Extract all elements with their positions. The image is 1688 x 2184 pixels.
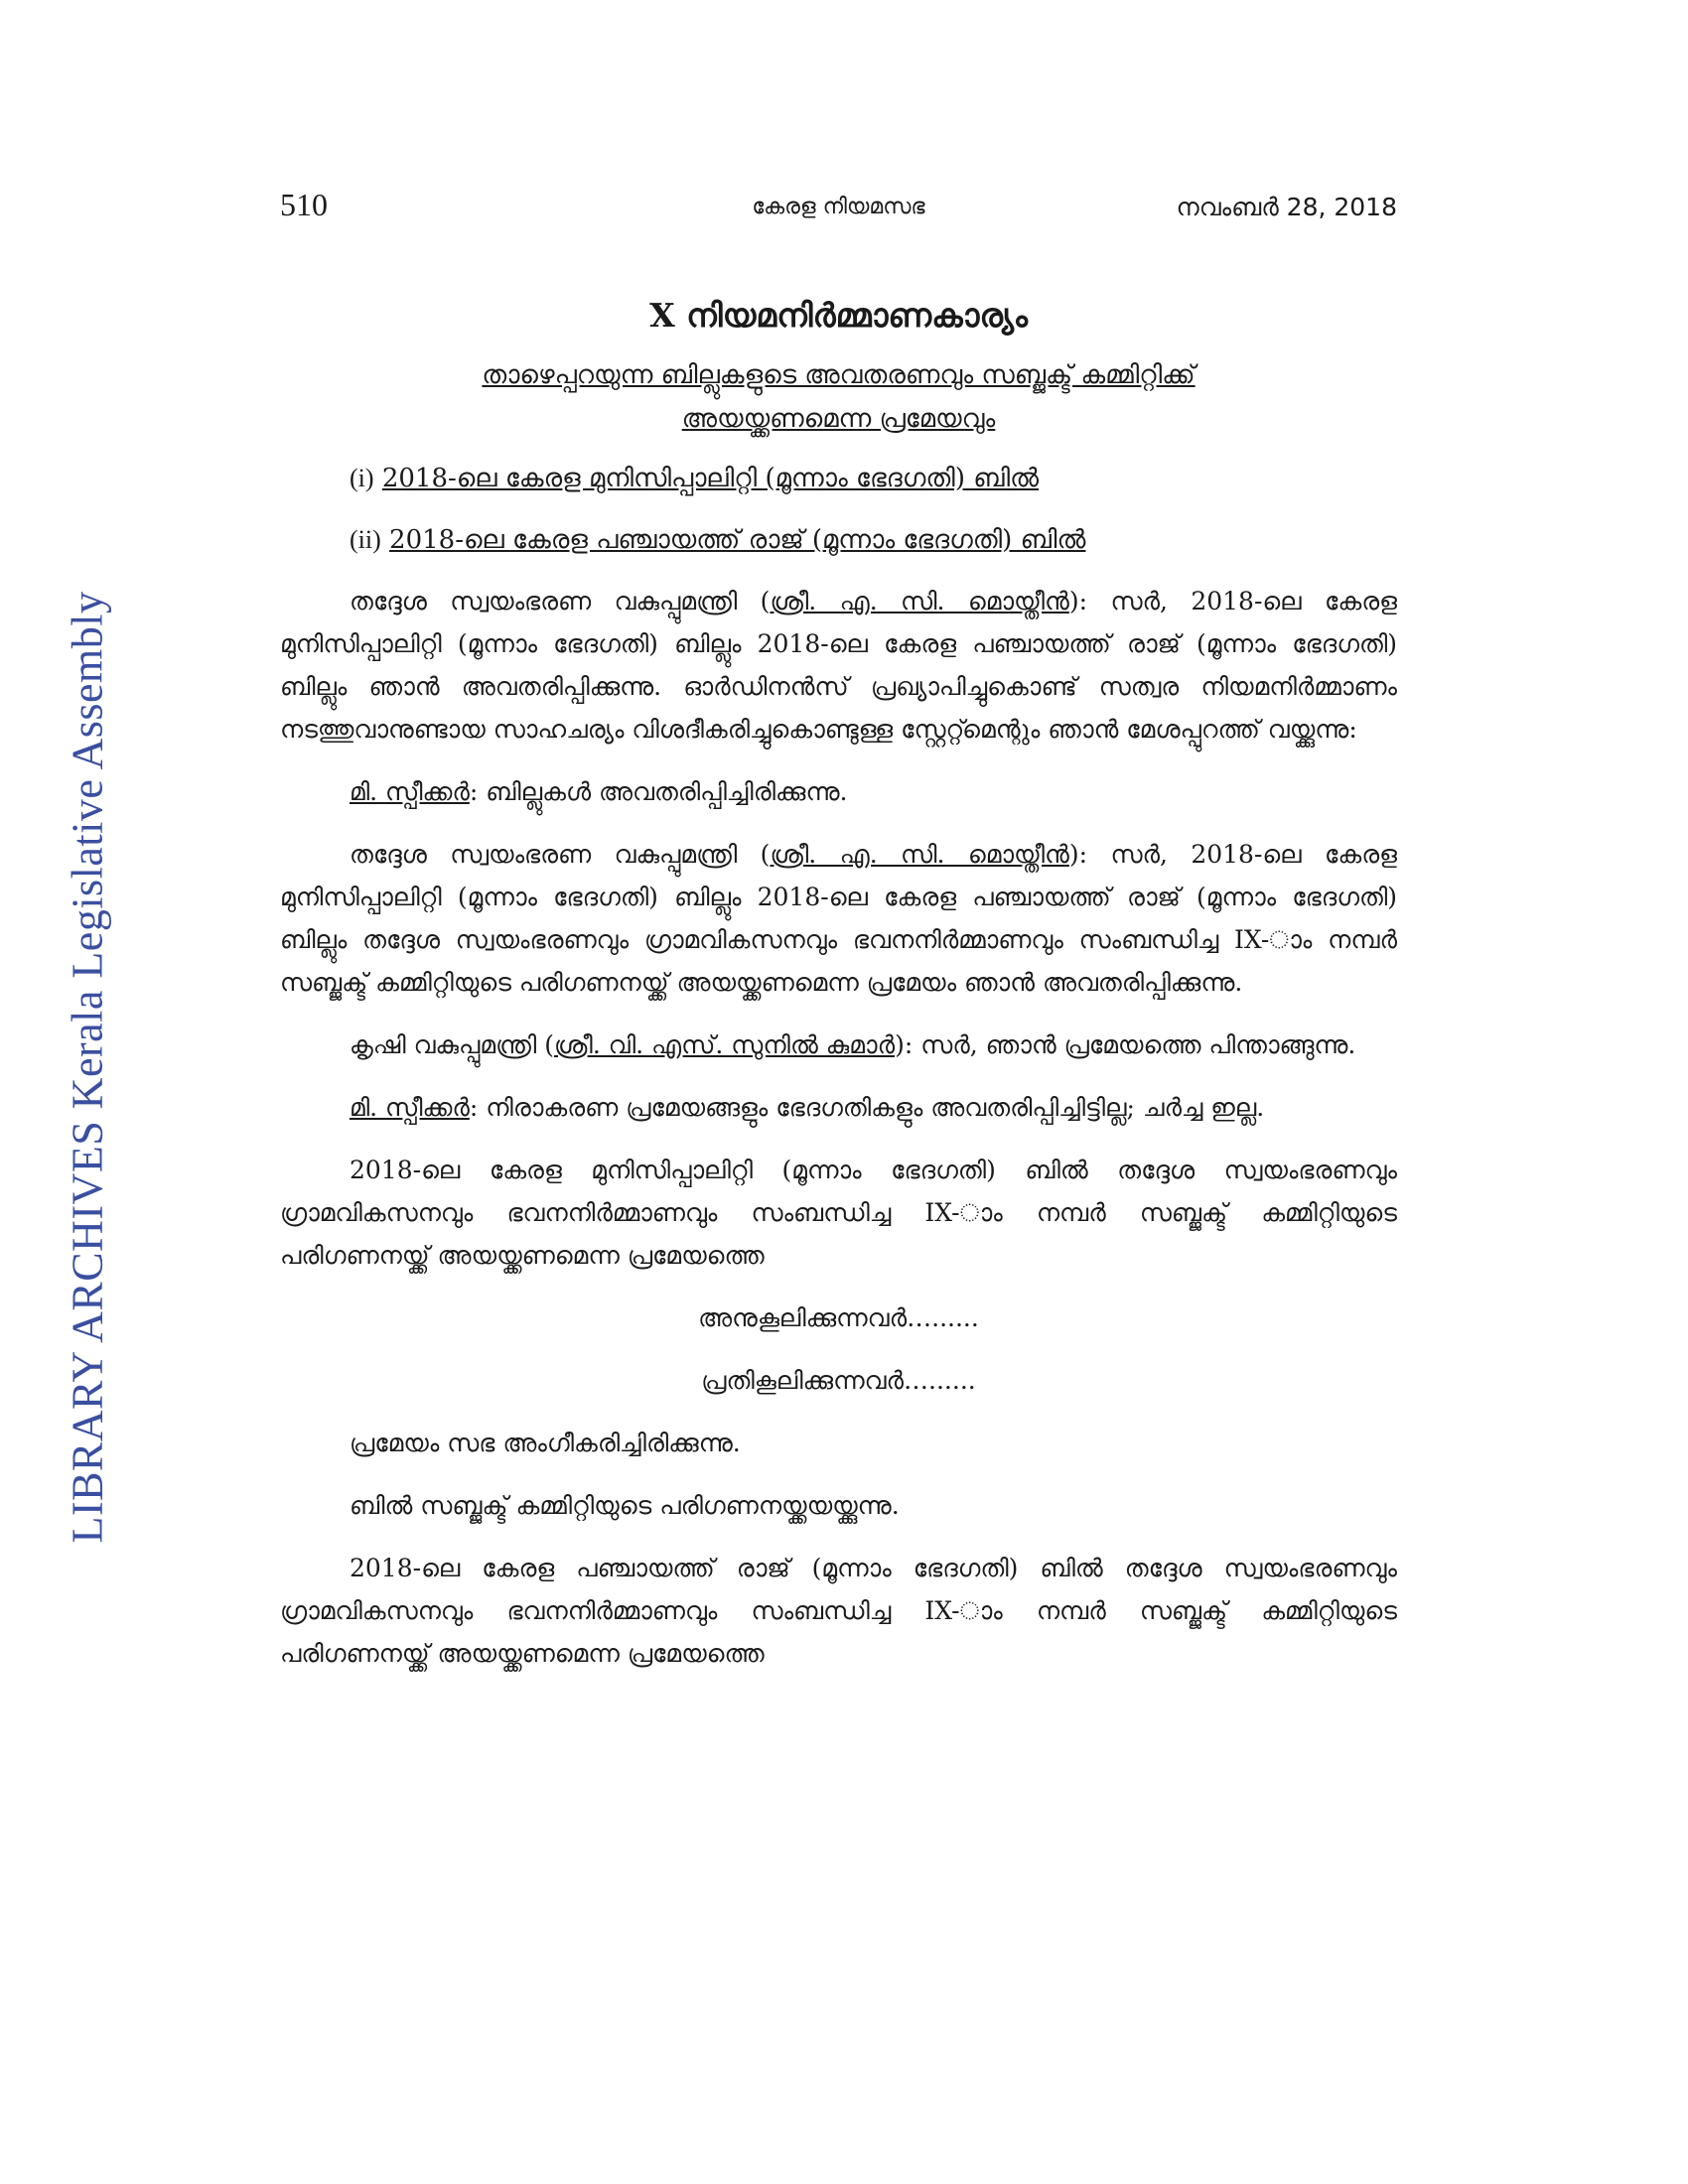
subtitle-line-1: താഴെപ്പറയുന്ന ബില്ലുകളുടെ അവതരണവും സബ്ജക്ട് കമ്മിറ്റിക്ക് <box>482 360 1196 390</box>
speaker-role: തദ്ദേശ സ്വയംഭരണ വകുപ്പുമന്ത്രി ( <box>350 840 771 869</box>
paragraph-speaker-no-discussion <box>280 1086 1397 1129</box>
paragraph-speaker-bills-introduced <box>280 770 1397 813</box>
speaker-name: ശ്രീ. എ. സി. മൊയ്തീൻ <box>770 587 1069 615</box>
paragraph-agriculture-minister <box>280 1024 1397 1066</box>
page-number: 510 <box>280 187 328 222</box>
speaker-name: മി. സ്പീക്കർ <box>350 1093 470 1122</box>
bill-title: 2018-ലെ കേരള പഞ്ചായത്ത് രാജ് (മൂന്നാം ഭേദഗതി) ബിൽ <box>389 525 1086 555</box>
page-header <box>280 187 1397 230</box>
document-body <box>280 296 1397 1695</box>
motion-adopted: പ്രമേയം സഭ അംഗീകരിച്ചിരിക്കുന്നു. <box>350 1429 741 1457</box>
archive-watermark: LIBRARY ARCHIVES Kerala Legislative Assembly <box>63 591 112 1544</box>
speaker-name: ശ്രീ. എ. സി. മൊയ്തീൻ <box>770 840 1069 869</box>
speaker-name: ശ്രീ. വി. എസ്. സുനിൽ കുമാർ <box>554 1030 896 1059</box>
speaker-role: കൃഷി വകുപ്പുമന്ത്രി ( <box>350 1030 554 1059</box>
section-subtitle <box>280 353 1397 441</box>
running-head: കേരള നിയമസഭ <box>752 195 925 219</box>
bill-number: (ii) <box>350 525 381 554</box>
bill-title: 2018-ലെ കേരള മുനിസിപ്പാലിറ്റി (മൂന്നാം ഭേദഗതി) ബിൽ <box>381 464 1040 493</box>
speaker-name: മി. സ്പീക്കർ <box>350 777 470 806</box>
vote-against: പ്രതികൂലിക്കുന്നവർ…...... <box>701 1366 976 1395</box>
paragraph-minister-motion <box>280 833 1397 1004</box>
bill-sent-to-committee: ബിൽ സബ്ജക്ട് കമ്മിറ്റിയുടെ പരിഗണനയ്ക്കയയ്ക്കുന്നു. <box>350 1491 900 1520</box>
speech-text: : ബില്ലുകൾ അവതരിപ്പിച്ചിരിക്കുന്നു. <box>469 777 848 806</box>
speech-text: ): സർ, 2018-ലെ കേരള മുനിസിപ്പാലിറ്റി (മൂന്നാം ഭേദഗതി) ബില്ലും 2018-ലെ കേരള പഞ്ചായത്ത് രാജ് (മൂന്നാം ഭേദഗതി) ബില്ലും ഞാൻ അവതരിപ്പിക്കുന്നു. ഓർഡിനൻസ് പ്രഖ്യാപിച്ചുകൊണ്ട് സത്വര നിയമനിർമ്മാണം നടത്തുവാനുണ്ടായ സാഹചര്യം വിശദീകരിച്ചുകൊണ്ടുള്ള സ്റ്റേറ്റ്മെന്റും ഞാൻ മേശപ്പുറത്ത് വയ്ക്കുന്നു: <box>280 587 1397 744</box>
subtitle-line-2: അയയ്ക്കണമെന്ന പ്രമേയവും <box>681 404 996 434</box>
paragraph-minister-introduces <box>280 580 1397 751</box>
speech-text: ): സർ, 2018-ലെ കേരള മുനിസിപ്പാലിറ്റി (മൂന്നാം ഭേദഗതി) ബില്ലും 2018-ലെ കേരള പഞ്ചായത്ത് രാജ് (മൂന്നാം ഭേദഗതി) ബില്ലും തദ്ദേശ സ്വയംഭരണവും ഗ്രാമവികസനവും ഭവനനിർമ്മാണവും സംബന്ധിച്ച IX-ാം നമ്പർ സബ്ജക്ട് കമ്മിറ്റിയുടെ പരിഗണനയ്ക്ക് അയയ്ക്കണമെന്ന പ്രമേയം ഞാൻ അവതരിപ്പിക്കുന്നു. <box>280 840 1397 997</box>
bill-item <box>350 518 1397 562</box>
bill-item <box>350 457 1397 500</box>
speaker-role: തദ്ദേശ സ്വയംഭരണ വകുപ്പുമന്ത്രി ( <box>350 587 771 615</box>
header-date: നവംബർ 28, 2018 <box>1176 193 1397 221</box>
section-title: X നിയമനിർമ്മാണകാര്യം <box>649 296 1028 335</box>
speech-text: : നിരാകരണ പ്രമേയങ്ങളും ഭേദഗതികളും അവതരിപ്പിച്ചിട്ടില്ല; ചർച്ച ഇല്ല. <box>469 1093 1265 1122</box>
bill-number: (i) <box>350 464 374 492</box>
speech-text: ): സർ, ഞാൻ പ്രമേയത്തെ പിന്താങ്ങുന്നു. <box>895 1030 1356 1059</box>
paragraph-motion-panchayat: 2018-ലെ കേരള പഞ്ചായത്ത് രാജ് (മൂന്നാം ഭേദഗതി) ബിൽ തദ്ദേശ സ്വയംഭരണവും ഗ്രാമവികസനവും ഭവനനിർമ്മാണവും സംബന്ധിച്ച IX-ാം നമ്പർ സബ്ജക്ട് കമ്മിറ്റിയുടെ പരിഗണനയ്ക്ക് അയയ്ക്കണമെന്ന പ്രമേയത്തെ <box>280 1554 1397 1668</box>
paragraph-motion-municipality: 2018-ലെ കേരള മുനിസിപ്പാലിറ്റി (മൂന്നാം ഭേദഗതി) ബിൽ തദ്ദേശ സ്വയംഭരണവും ഗ്രാമവികസനവും ഭവനനിർമ്മാണവും സംബന്ധിച്ച IX-ാം നമ്പർ സബ്ജക്ട് കമ്മിറ്റിയുടെ പരിഗണനയ്ക്ക് അയയ്ക്കണമെന്ന പ്രമേയത്തെ <box>280 1156 1397 1270</box>
vote-for: അനുകൂലിക്കുന്നവർ…...... <box>698 1303 979 1332</box>
